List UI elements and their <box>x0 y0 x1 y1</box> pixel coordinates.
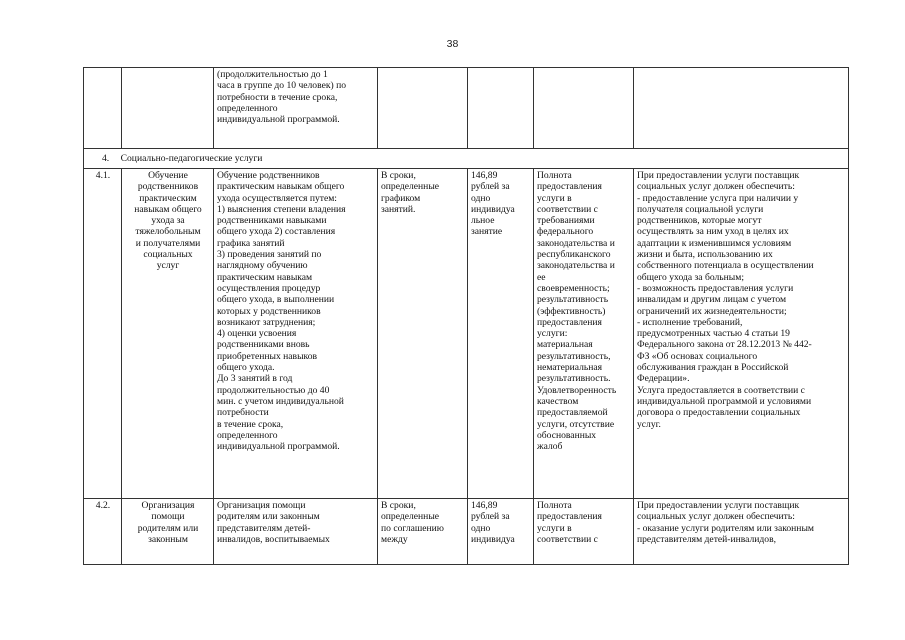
cell-service-name <box>122 169 214 499</box>
cell-text-line: материальная <box>537 339 593 351</box>
cell-text-line: 3) проведения занятий по <box>217 249 322 261</box>
cell-text-line: родителям или законным <box>217 511 320 523</box>
cell-text-line: Федерального закона от 28.12.2013 № 442- <box>637 339 812 351</box>
cell-text-line: родственниками вновь <box>217 339 310 351</box>
section-number: 4. <box>102 152 110 164</box>
cell-text-line: осуществления процедур <box>217 282 321 294</box>
cell-text-line: ФЗ «Об основах социального <box>637 350 758 362</box>
cell-text-line: предоставления <box>537 316 602 328</box>
cell-text-line: в течение срока, <box>217 418 284 430</box>
cell-text-line: занятие <box>471 226 503 238</box>
table-row-continuation <box>84 68 849 149</box>
cell-text-line: (эффективность) <box>537 305 606 317</box>
section-header-row <box>84 149 849 169</box>
cell-text-line: навыкам общего <box>134 203 202 215</box>
cell-price <box>468 499 534 565</box>
cell-text-line: Организация помощи <box>217 500 306 511</box>
cell-conditions <box>634 169 849 499</box>
cell-text-line: социальных <box>143 249 193 261</box>
cell-text-line: представителям детей- <box>217 522 311 534</box>
cell-text-line: тяжелобольным <box>135 226 201 238</box>
cell-text-line: рублей за <box>471 181 510 193</box>
cell-text-line: услуги в <box>537 522 572 534</box>
cell-terms <box>378 68 468 149</box>
cell-text-line: инвалидов, воспитываемых <box>217 533 330 545</box>
cell-text-line: требованиями <box>537 215 595 227</box>
cell-text-line: наглядному обучению <box>217 260 308 272</box>
cell-text-line: собственного потенциала в осуществлении <box>637 260 814 272</box>
cell-text-line: услуг <box>156 260 180 272</box>
cell-text-line: В сроки, <box>381 170 416 181</box>
cell-text-line: (продолжительностью до 1 <box>217 69 328 80</box>
cell-text-line: республиканского <box>537 249 611 261</box>
cell-text-line: - оказание услуги родителям или законным <box>637 522 814 534</box>
cell-text-line: занятий. <box>381 203 416 215</box>
cell-text-line: определенного <box>217 429 278 441</box>
cell-text-line: При предоставлении услуги поставщик <box>637 500 800 511</box>
cell-text-line: жизни и быта, использованию их <box>637 249 773 261</box>
cell-text-line: Обучение родственников <box>217 170 320 181</box>
cell-text-line: Удовлетворенность <box>537 384 617 396</box>
cell-text-line: социальных услуг должен обеспечить: <box>637 181 795 193</box>
cell-description <box>214 499 378 565</box>
cell-price <box>468 68 534 149</box>
cell-text-line: общего ухода 2) составления <box>217 226 336 238</box>
cell-text-line: индивидуальной программой и условиями <box>637 395 812 407</box>
cell-text-line: своевременность; <box>537 282 610 294</box>
cell-text-line: практическим навыкам общего <box>217 181 345 193</box>
cell-text-line: которых у родственников <box>217 305 321 317</box>
cell-text-line: помощи <box>151 511 185 523</box>
cell-text-line: договора о предоставлении социальных <box>637 407 801 419</box>
cell-text-line: одно <box>471 522 491 534</box>
cell-quality <box>534 68 634 149</box>
cell-text-line: 146,89 <box>471 500 498 511</box>
cell-text-line: потребности <box>217 407 269 419</box>
cell-text-line: В сроки, <box>381 500 416 511</box>
cell-text-line: обоснованных <box>537 429 597 441</box>
cell-text-line: практическим навыкам <box>217 271 313 283</box>
cell-text-line: общего ухода, в выполнении <box>217 294 335 306</box>
cell-text-line: При предоставлении услуги поставщик <box>637 170 800 181</box>
cell-text-line: индивидуальной программой. <box>217 114 340 126</box>
cell-conditions <box>634 499 849 565</box>
cell-text-line: Федерации». <box>637 373 690 385</box>
cell-text-line: ухода осуществляется путем: <box>217 192 337 204</box>
cell-text-line: федерального <box>537 226 594 238</box>
cell-terms <box>378 169 468 499</box>
cell-text-line: До 3 занятий в год <box>217 373 293 385</box>
cell-text-line: адаптации к изменившимся условиям <box>637 237 792 249</box>
cell-text-line: льное <box>471 215 495 227</box>
cell-terms <box>378 499 468 565</box>
cell-text-line: общего ухода. <box>217 362 275 374</box>
cell-service-name <box>122 499 214 565</box>
cell-text-line: соответствии с <box>537 203 598 215</box>
cell-text-line: инвалидам и другим лицам с учетом <box>637 294 787 306</box>
cell-text-line: практическим <box>139 192 197 204</box>
cell-text-line: 4.1. <box>95 170 111 181</box>
cell-text-line: услуги в <box>537 192 572 204</box>
cell-text-line: родственниками навыками <box>217 215 327 227</box>
cell-text-line: предоставления <box>537 511 602 523</box>
cell-text-line: - возможность предоставления услуги <box>637 282 794 294</box>
cell-text-line: родственников <box>137 181 199 193</box>
cell-text-line: Организация <box>141 500 195 511</box>
cell-text-line: продолжительностью до 40 <box>217 384 330 396</box>
cell-text-line: приобретенных навыков <box>217 350 318 362</box>
cell-text-line: возникают затруднения; <box>217 316 316 328</box>
cell-text-line: соответствии с <box>537 533 598 545</box>
cell-text-line: индивидуа <box>471 533 515 545</box>
cell-text-line: определенного <box>217 102 278 114</box>
cell-text-line: осуществлять за ним уход в целях их <box>637 226 789 238</box>
cell-number <box>84 68 122 149</box>
cell-text-line: определенные <box>381 181 440 193</box>
cell-text-line: Полнота <box>537 500 572 511</box>
cell-text-line: законодательства и <box>537 237 615 249</box>
cell-text-line: законным <box>148 533 188 545</box>
section-title: Социально-педагогические услуги <box>120 152 263 164</box>
table-row-4-1 <box>84 169 849 499</box>
cell-quality <box>534 499 634 565</box>
cell-text-line: - исполнение требований, <box>637 316 743 328</box>
cell-price <box>468 169 534 499</box>
cell-text-line: 1) выяснения степени владения <box>217 203 346 215</box>
cell-description <box>214 169 378 499</box>
cell-text-line: Полнота <box>537 170 572 181</box>
cell-text-line: результативность, <box>537 350 611 362</box>
cell-text-line: жалоб <box>537 441 563 453</box>
cell-text-line: определенные <box>381 511 440 523</box>
cell-text-line: предоставляемой <box>537 407 608 419</box>
cell-number <box>84 499 122 565</box>
cell-number <box>84 169 122 499</box>
cell-text-line: общего ухода за больным; <box>637 271 744 283</box>
cell-text-line: обслуживания граждан в Российской <box>637 362 789 374</box>
cell-quality <box>534 169 634 499</box>
cell-text-line: рублей за <box>471 511 510 523</box>
cell-conditions <box>634 68 849 149</box>
cell-text-line: результативность. <box>537 373 611 385</box>
cell-text-line: Услуга предоставляется в соответствии с <box>637 384 805 396</box>
cell-text-line: нематериальная <box>537 362 603 374</box>
services-table <box>83 67 849 565</box>
cell-text-line: - предоставление услуга при наличии у <box>637 192 799 204</box>
section-header <box>84 149 849 169</box>
cell-text-line: и получателями <box>135 237 201 249</box>
cell-text-line: 4.2. <box>95 500 111 511</box>
cell-text-line: графика занятий <box>217 237 285 249</box>
cell-text-line: родителям или <box>137 522 199 534</box>
cell-text-line: ограничений их жизнедеятельности; <box>637 305 787 317</box>
cell-service-name <box>122 68 214 149</box>
cell-text-line: предоставления <box>537 181 602 193</box>
cell-text-line: одно <box>471 192 491 204</box>
cell-text-line: получателя социальной услуги <box>637 203 764 215</box>
cell-text-line: услуг. <box>637 418 661 430</box>
cell-text-line: 4) оценки усвоения <box>217 328 297 340</box>
cell-text-line: результативность <box>537 294 609 306</box>
cell-text-line: услуги: <box>537 328 568 340</box>
cell-text-line: услуги, отсутствие <box>537 418 615 430</box>
cell-text-line: социальных услуг должен обеспечить: <box>637 511 795 523</box>
cell-text-line: законодательства и <box>537 260 615 272</box>
cell-text-line: представителям детей-инвалидов, <box>637 533 777 545</box>
cell-text-line: предусмотренных частью 4 статьи 19 <box>637 328 790 340</box>
cell-text-line: Обучение <box>148 170 188 181</box>
cell-description <box>214 68 378 149</box>
cell-text-line: 146,89 <box>471 170 498 181</box>
cell-text-line: индивидуальной программой. <box>217 441 340 453</box>
cell-text-line: графиком <box>381 192 421 204</box>
cell-text-line: индивидуа <box>471 203 515 215</box>
cell-text-line: потребности в течение срока, <box>217 91 338 103</box>
cell-text-line: между <box>381 533 408 545</box>
cell-text-line: качеством <box>537 395 579 407</box>
cell-text-line: родственников, которые могут <box>637 215 762 227</box>
cell-text-line: ее <box>537 271 546 283</box>
page-number: 38 <box>446 38 459 50</box>
table-row-4-2 <box>84 499 849 565</box>
cell-text-line: мин. с учетом индивидуальной <box>217 395 344 407</box>
cell-text-line: ухода за <box>151 215 185 227</box>
cell-text-line: по соглашению <box>381 522 444 534</box>
cell-text-line: часа в группе до 10 человек) по <box>217 80 347 92</box>
